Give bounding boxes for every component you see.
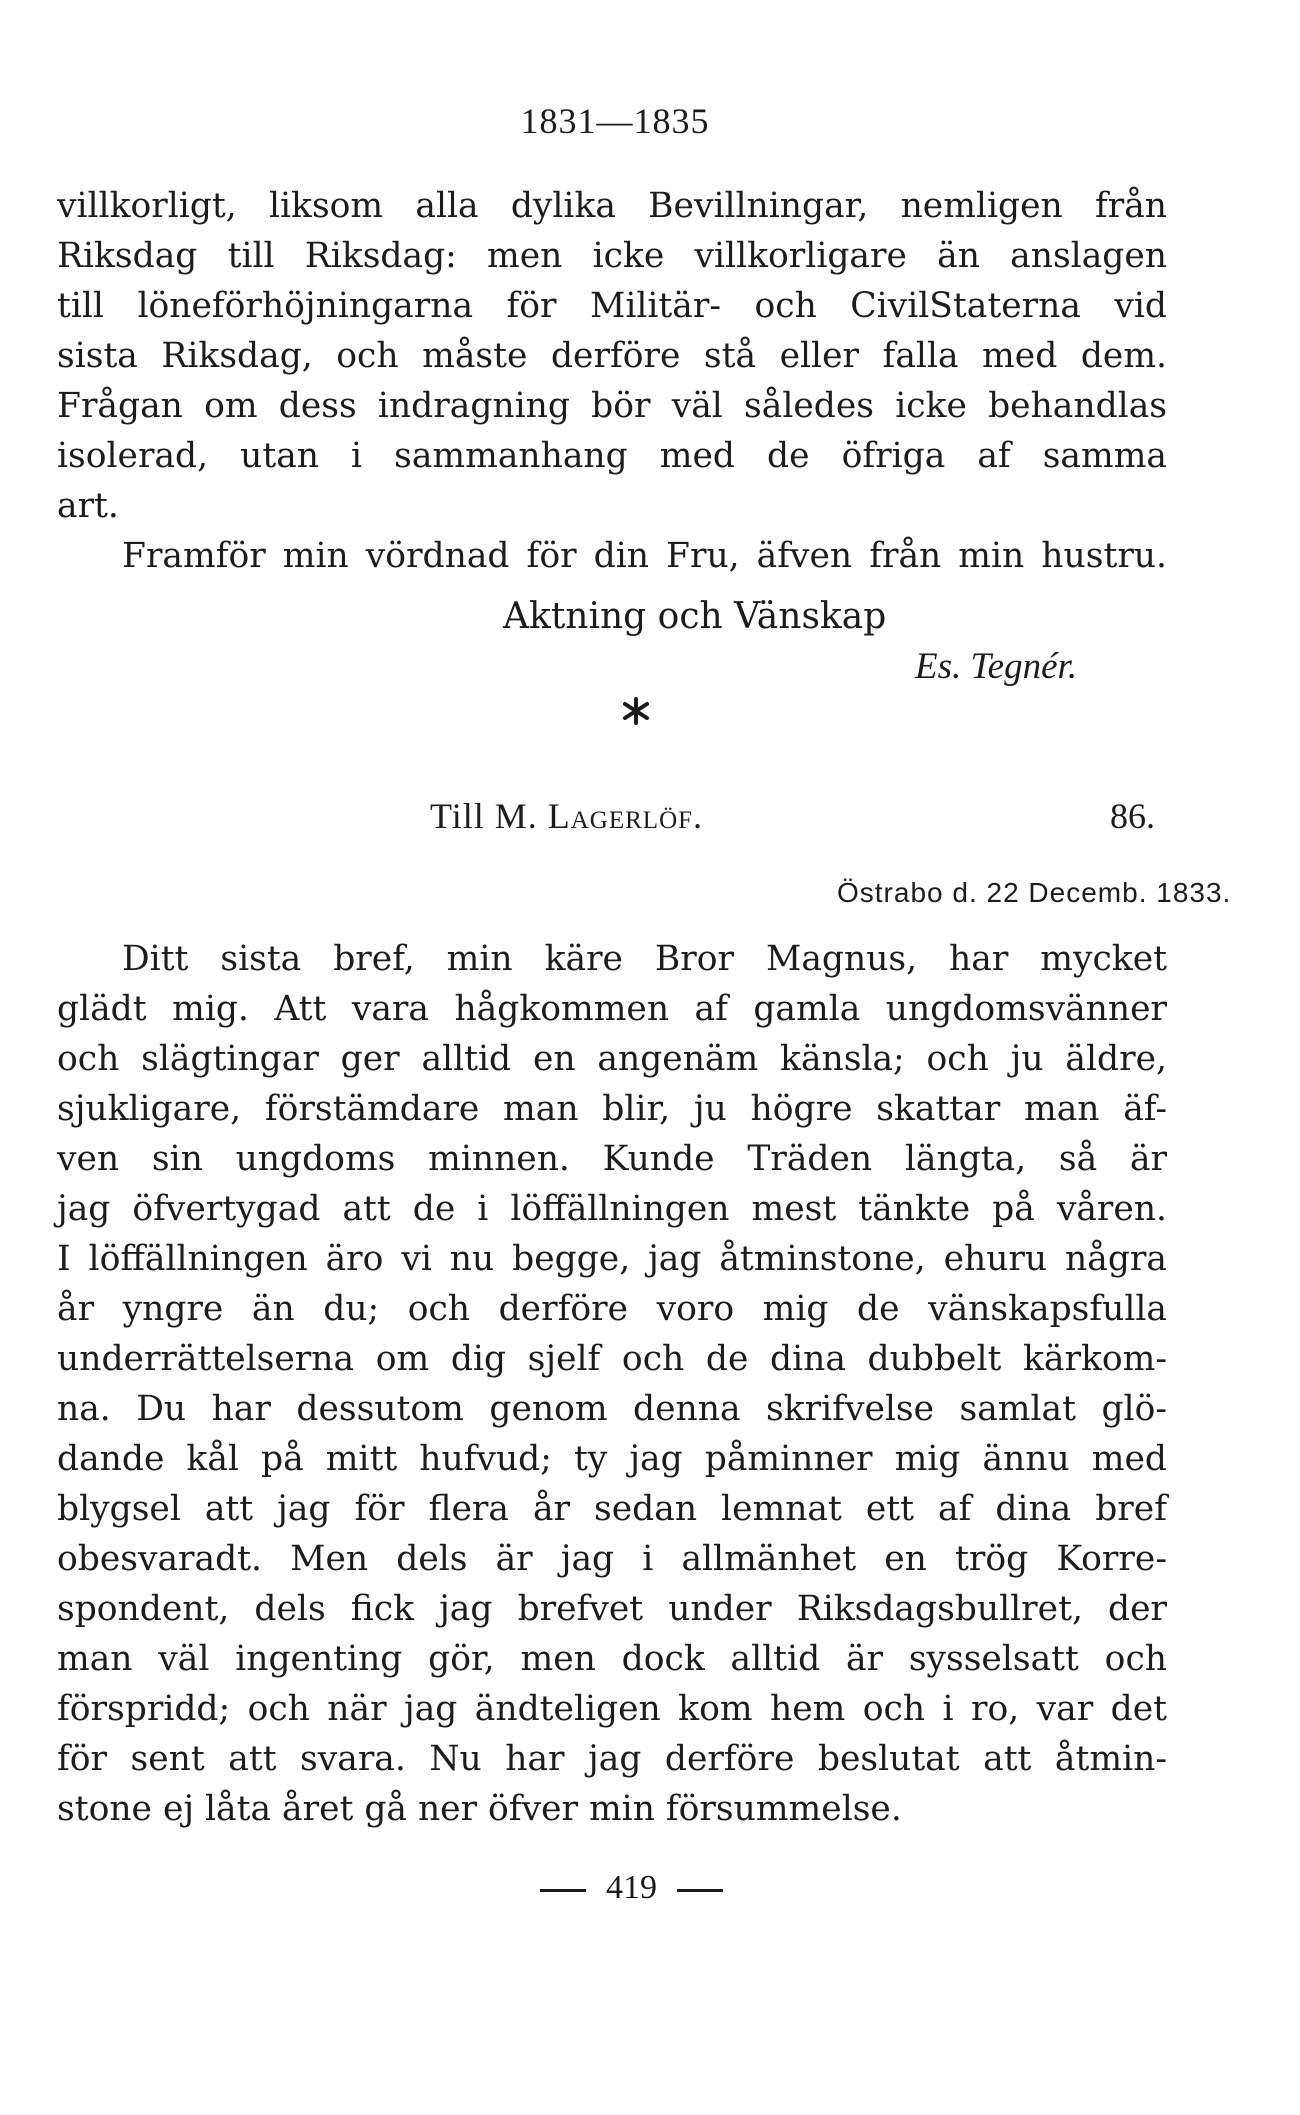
body-line: till löneförhöjningarna för Militär- och CivilStaterna vid (57, 286, 1167, 326)
letter-number: 86. (1110, 796, 1155, 836)
body-line: isolerad, utan i sammanhang med de öfriga af samma (57, 436, 1167, 476)
running-head: 1831—1835 (520, 101, 710, 141)
body-line: na. Du har dessutom genom denna skrifvelse samlat glö- (57, 1389, 1167, 1429)
body-line: förspridd; och när jag ändteligen kom hem och i ro, var det (57, 1689, 1167, 1729)
greeting-line: Framför min vördnad för din Fru, äfven från min hustru. (122, 536, 1167, 576)
body-line: år yngre än du; och derföre voro mig de vänskapsfulla (57, 1289, 1167, 1329)
recipient-name: Lagerlöf. (547, 796, 704, 836)
body-line: jag öfvertygad att de i löffällningen mest tänkte på våren. (57, 1189, 1167, 1229)
body-line: villkorligt, liksom alla dylika Bevillningar, nemligen från (57, 186, 1167, 226)
page-number-value: 419 (606, 1869, 657, 1906)
body-line: man väl ingenting gör, men dock alltid är sysselsatt och (57, 1639, 1167, 1679)
body-line: Frågan om dess indragning bör väl således icke behandlas (57, 386, 1167, 426)
body-line: blygsel att jag för flera år sedan lemnat ett af dina bref (57, 1489, 1167, 1529)
closing-line: Aktning och Vänskap (503, 596, 887, 637)
body-line: obesvaradt. Men dels är jag i allmänhet en trög Korre- (57, 1539, 1167, 1579)
signature: Es. Tegnér. (915, 646, 1078, 687)
body-line: dande kål på mitt hufvud; ty jag påminner mig ännu med (57, 1439, 1167, 1479)
body-line: sista Riksdag, och måste derföre stå eller falla med dem. (57, 336, 1167, 376)
body-line: I löffällningen äro vi nu begge, jag åtminstone, ehuru några (57, 1239, 1167, 1279)
body-line: underrättelserna om dig sjelf och de dina dubbelt kärkom- (57, 1339, 1167, 1379)
asterisk-separator-icon (621, 696, 651, 726)
body-line: art. (57, 486, 119, 526)
body-line: stone ej låta året gå ner öfver min försummelse. (57, 1789, 902, 1829)
folio-dash (677, 1889, 723, 1892)
body-line: och slägtingar ger alltid en angenäm känsla; och ju äldre, (57, 1039, 1167, 1079)
letter-heading (430, 791, 703, 841)
body-line: sjukligare, förstämdare man blir, ju högre skattar man äf- (57, 1089, 1167, 1129)
body-line: spondent, dels fick jag brefvet under Riksdagsbullret, der (57, 1589, 1167, 1629)
body-line: Ditt sista bref, min käre Bror Magnus, har mycket (122, 939, 1167, 979)
body-line: glädt mig. Att vara hågkommen af gamla ungdomsvänner (57, 989, 1167, 1029)
page-number (520, 1863, 743, 1913)
body-line: för sent att svara. Nu har jag derföre beslutat att åtmin- (57, 1739, 1167, 1779)
heading-prefix: Till M. (430, 796, 538, 836)
body-line: Riksdag till Riksdag: men icke villkorligare än anslagen (57, 236, 1167, 276)
dateline: Östrabo d. 22 Decemb. 1833. (837, 877, 1232, 908)
folio-dash (540, 1889, 586, 1892)
body-line: ven sin ungdoms minnen. Kunde Träden längta, så är (57, 1139, 1167, 1179)
